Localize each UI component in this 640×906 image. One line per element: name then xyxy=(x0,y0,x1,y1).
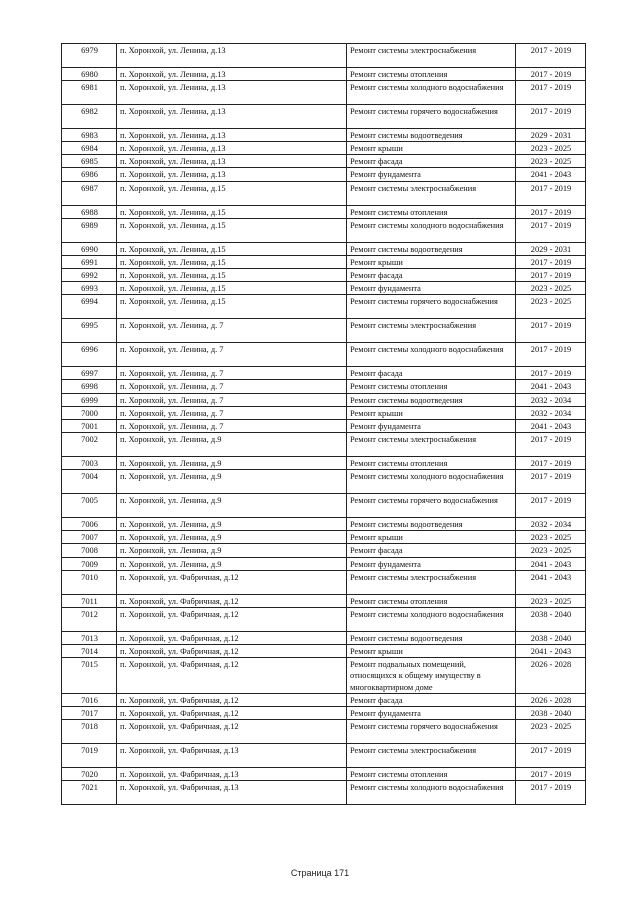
row-number-cell: 6983 xyxy=(62,128,117,141)
address-cell: п. Хоронхой, ул. Ленина, д.9 xyxy=(117,518,347,531)
period-cell: 2041 - 2043 xyxy=(516,419,586,432)
period-cell: 2038 - 2040 xyxy=(516,707,586,720)
work-type-cell: Ремонт системы электроснабжения xyxy=(347,319,516,343)
table-row xyxy=(62,155,586,168)
table-row xyxy=(62,319,586,343)
work-type-cell: Ремонт системы холодного водоснабжения xyxy=(347,470,516,494)
row-number-cell: 7018 xyxy=(62,720,117,744)
address-cell: п. Хоронхой, ул. Ленина, д. 7 xyxy=(117,367,347,380)
table-row xyxy=(62,282,586,295)
page-number: Страница 171 xyxy=(290,868,350,878)
row-number-cell: 7002 xyxy=(62,433,117,457)
work-type-cell: Ремонт фасада xyxy=(347,367,516,380)
work-type-cell: Ремонт системы холодного водоснабжения xyxy=(347,607,516,631)
row-number-cell: 7004 xyxy=(62,470,117,494)
address-cell: п. Хоронхой, ул. Ленина, д.13 xyxy=(117,128,347,141)
period-cell: 2017 - 2019 xyxy=(516,367,586,380)
address-cell: п. Хоронхой, ул. Ленина, д.15 xyxy=(117,242,347,255)
address-cell: п. Хоронхой, ул. Ленина, д.9 xyxy=(117,494,347,518)
row-number-cell: 6994 xyxy=(62,295,117,319)
table-row xyxy=(62,81,586,105)
period-cell: 2023 - 2025 xyxy=(516,142,586,155)
table-row xyxy=(62,181,586,205)
row-number-cell: 6981 xyxy=(62,81,117,105)
row-number-cell: 6990 xyxy=(62,242,117,255)
work-type-cell: Ремонт системы электроснабжения xyxy=(347,433,516,457)
period-cell: 2032 - 2034 xyxy=(516,406,586,419)
period-cell: 2032 - 2034 xyxy=(516,393,586,406)
table-row xyxy=(62,518,586,531)
table-row xyxy=(62,406,586,419)
address-cell: п. Хоронхой, ул. Ленина, д.9 xyxy=(117,531,347,544)
period-cell: 2041 - 2043 xyxy=(516,168,586,181)
table-row xyxy=(62,433,586,457)
work-type-cell: Ремонт системы холодного водоснабжения xyxy=(347,343,516,367)
address-cell: п. Хоронхой, ул. Ленина, д.13 xyxy=(117,67,347,80)
period-cell: 2041 - 2043 xyxy=(516,557,586,570)
address-cell: п. Хоронхой, ул. Ленина, д.13 xyxy=(117,155,347,168)
row-number-cell: 7003 xyxy=(62,457,117,470)
work-type-cell: Ремонт фасада xyxy=(347,544,516,557)
work-type-cell: Ремонт системы горячего водоснабжения xyxy=(347,104,516,128)
table-row xyxy=(62,205,586,218)
row-number-cell: 7007 xyxy=(62,531,117,544)
table-row xyxy=(62,393,586,406)
work-type-cell: Ремонт системы электроснабжения xyxy=(347,744,516,768)
row-number-cell: 6993 xyxy=(62,282,117,295)
table-row xyxy=(62,142,586,155)
table-row xyxy=(62,218,586,242)
table-row xyxy=(62,744,586,768)
table-row xyxy=(62,768,586,781)
row-number-cell: 7012 xyxy=(62,607,117,631)
work-type-cell: Ремонт крыши xyxy=(347,142,516,155)
work-type-cell: Ремонт системы отопления xyxy=(347,67,516,80)
work-type-cell: Ремонт системы отопления xyxy=(347,380,516,393)
period-cell: 2017 - 2019 xyxy=(516,768,586,781)
work-type-cell: Ремонт крыши xyxy=(347,645,516,658)
table-row xyxy=(62,367,586,380)
work-type-cell: Ремонт фундамента xyxy=(347,707,516,720)
row-number-cell: 6982 xyxy=(62,104,117,128)
address-cell: п. Хоронхой, ул. Ленина, д.9 xyxy=(117,457,347,470)
row-number-cell: 6989 xyxy=(62,218,117,242)
table-row xyxy=(62,269,586,282)
work-type-cell: Ремонт системы горячего водоснабжения xyxy=(347,494,516,518)
table-row xyxy=(62,470,586,494)
work-type-cell: Ремонт фасада xyxy=(347,693,516,706)
row-number-cell: 6999 xyxy=(62,393,117,406)
table-row xyxy=(62,242,586,255)
address-cell: п. Хоронхой, ул. Ленина, д.13 xyxy=(117,81,347,105)
period-cell: 2026 - 2028 xyxy=(516,658,586,694)
address-cell: п. Хоронхой, ул. Фабричная, д.12 xyxy=(117,693,347,706)
address-cell: п. Хоронхой, ул. Ленина, д. 7 xyxy=(117,393,347,406)
table-row xyxy=(62,658,586,694)
work-type-cell: Ремонт фундамента xyxy=(347,282,516,295)
work-type-cell: Ремонт системы электроснабжения xyxy=(347,181,516,205)
work-type-cell: Ремонт системы электроснабжения xyxy=(347,44,516,68)
period-cell: 2023 - 2025 xyxy=(516,282,586,295)
work-type-cell: Ремонт крыши xyxy=(347,531,516,544)
address-cell: п. Хоронхой, ул. Ленина, д.15 xyxy=(117,181,347,205)
address-cell: п. Хоронхой, ул. Фабричная, д.12 xyxy=(117,658,347,694)
address-cell: п. Хоронхой, ул. Ленина, д.9 xyxy=(117,470,347,494)
address-cell: п. Хоронхой, ул. Ленина, д. 7 xyxy=(117,319,347,343)
address-cell: п. Хоронхой, ул. Фабричная, д.12 xyxy=(117,631,347,644)
table-row xyxy=(62,343,586,367)
work-type-cell: Ремонт фундамента xyxy=(347,419,516,432)
period-cell: 2017 - 2019 xyxy=(516,744,586,768)
row-number-cell: 6997 xyxy=(62,367,117,380)
row-number-cell: 7010 xyxy=(62,570,117,594)
work-type-cell: Ремонт крыши xyxy=(347,406,516,419)
period-cell: 2017 - 2019 xyxy=(516,181,586,205)
period-cell: 2017 - 2019 xyxy=(516,470,586,494)
period-cell: 2023 - 2025 xyxy=(516,720,586,744)
row-number-cell: 6988 xyxy=(62,205,117,218)
table-row xyxy=(62,295,586,319)
address-cell: п. Хоронхой, ул. Фабричная, д.12 xyxy=(117,707,347,720)
work-type-cell: Ремонт подвальных помещений, относящихся к общему имуществу в многоквартирном доме xyxy=(347,658,516,694)
work-type-cell: Ремонт системы отопления xyxy=(347,594,516,607)
row-number-cell: 7016 xyxy=(62,693,117,706)
address-cell: п. Хоронхой, ул. Ленина, д.9 xyxy=(117,544,347,557)
address-cell: п. Хоронхой, ул. Ленина, д. 7 xyxy=(117,380,347,393)
address-cell: п. Хоронхой, ул. Ленина, д.15 xyxy=(117,295,347,319)
period-cell: 2023 - 2025 xyxy=(516,295,586,319)
period-cell: 2017 - 2019 xyxy=(516,457,586,470)
table-row xyxy=(62,255,586,268)
period-cell: 2017 - 2019 xyxy=(516,255,586,268)
work-type-cell: Ремонт фундамента xyxy=(347,168,516,181)
row-number-cell: 6995 xyxy=(62,319,117,343)
row-number-cell: 7017 xyxy=(62,707,117,720)
row-number-cell: 7008 xyxy=(62,544,117,557)
period-cell: 2017 - 2019 xyxy=(516,319,586,343)
row-number-cell: 6980 xyxy=(62,67,117,80)
work-type-cell: Ремонт системы водоотведения xyxy=(347,518,516,531)
address-cell: п. Хоронхой, ул. Фабричная, д.13 xyxy=(117,744,347,768)
period-cell: 2023 - 2025 xyxy=(516,594,586,607)
row-number-cell: 7011 xyxy=(62,594,117,607)
row-number-cell: 6986 xyxy=(62,168,117,181)
period-cell: 2023 - 2025 xyxy=(516,531,586,544)
table-row xyxy=(62,168,586,181)
work-type-cell: Ремонт системы горячего водоснабжения xyxy=(347,720,516,744)
table-row xyxy=(62,720,586,744)
row-number-cell: 7014 xyxy=(62,645,117,658)
period-cell: 2029 - 2031 xyxy=(516,242,586,255)
table-body xyxy=(62,44,586,805)
row-number-cell: 6985 xyxy=(62,155,117,168)
address-cell: п. Хоронхой, ул. Ленина, д.13 xyxy=(117,104,347,128)
work-type-cell: Ремонт системы холодного водоснабжения xyxy=(347,218,516,242)
work-type-cell: Ремонт крыши xyxy=(347,255,516,268)
address-cell: п. Хоронхой, ул. Ленина, д. 7 xyxy=(117,419,347,432)
period-cell: 2017 - 2019 xyxy=(516,104,586,128)
address-cell: п. Хоронхой, ул. Ленина, д.9 xyxy=(117,557,347,570)
period-cell: 2017 - 2019 xyxy=(516,205,586,218)
period-cell: 2032 - 2034 xyxy=(516,518,586,531)
address-cell: п. Хоронхой, ул. Ленина, д. 7 xyxy=(117,343,347,367)
address-cell: п. Хоронхой, ул. Ленина, д.15 xyxy=(117,218,347,242)
table-row xyxy=(62,557,586,570)
address-cell: п. Хоронхой, ул. Ленина, д.13 xyxy=(117,142,347,155)
table-row xyxy=(62,781,586,805)
row-number-cell: 7009 xyxy=(62,557,117,570)
period-cell: 2041 - 2043 xyxy=(516,380,586,393)
row-number-cell: 6996 xyxy=(62,343,117,367)
table-row xyxy=(62,531,586,544)
period-cell: 2017 - 2019 xyxy=(516,343,586,367)
period-cell: 2017 - 2019 xyxy=(516,433,586,457)
period-cell: 2023 - 2025 xyxy=(516,155,586,168)
table-row xyxy=(62,104,586,128)
work-type-cell: Ремонт фасада xyxy=(347,269,516,282)
work-type-cell: Ремонт системы отопления xyxy=(347,205,516,218)
period-cell: 2038 - 2040 xyxy=(516,607,586,631)
period-cell: 2029 - 2031 xyxy=(516,128,586,141)
address-cell: п. Хоронхой, ул. Ленина, д. 7 xyxy=(117,406,347,419)
period-cell: 2017 - 2019 xyxy=(516,218,586,242)
table-row xyxy=(62,44,586,68)
address-cell: п. Хоронхой, ул. Ленина, д.15 xyxy=(117,269,347,282)
row-number-cell: 7000 xyxy=(62,406,117,419)
table-row xyxy=(62,494,586,518)
period-cell: 2038 - 2040 xyxy=(516,631,586,644)
work-type-cell: Ремонт системы холодного водоснабжения xyxy=(347,81,516,105)
row-number-cell: 7021 xyxy=(62,781,117,805)
table-row xyxy=(62,570,586,594)
row-number-cell: 7001 xyxy=(62,419,117,432)
address-cell: п. Хоронхой, ул. Фабричная, д.12 xyxy=(117,570,347,594)
address-cell: п. Хоронхой, ул. Фабричная, д.12 xyxy=(117,594,347,607)
table-row xyxy=(62,707,586,720)
table-row xyxy=(62,457,586,470)
period-cell: 2041 - 2043 xyxy=(516,645,586,658)
work-type-cell: Ремонт фундамента xyxy=(347,557,516,570)
period-cell: 2041 - 2043 xyxy=(516,570,586,594)
period-cell: 2017 - 2019 xyxy=(516,67,586,80)
row-number-cell: 7005 xyxy=(62,494,117,518)
table-row xyxy=(62,544,586,557)
table-row xyxy=(62,380,586,393)
repair-schedule-table xyxy=(61,43,586,805)
work-type-cell: Ремонт системы отопления xyxy=(347,457,516,470)
work-type-cell: Ремонт системы водоотведения xyxy=(347,128,516,141)
work-type-cell: Ремонт системы холодного водоснабжения xyxy=(347,781,516,805)
address-cell: п. Хоронхой, ул. Ленина, д.15 xyxy=(117,282,347,295)
row-number-cell: 7019 xyxy=(62,744,117,768)
address-cell: п. Хоронхой, ул. Ленина, д.13 xyxy=(117,44,347,68)
address-cell: п. Хоронхой, ул. Ленина, д.13 xyxy=(117,168,347,181)
work-type-cell: Ремонт системы водоотведения xyxy=(347,631,516,644)
period-cell: 2017 - 2019 xyxy=(516,269,586,282)
period-cell: 2017 - 2019 xyxy=(516,44,586,68)
address-cell: п. Хоронхой, ул. Фабричная, д.12 xyxy=(117,607,347,631)
table-row xyxy=(62,607,586,631)
period-cell: 2017 - 2019 xyxy=(516,781,586,805)
address-cell: п. Хоронхой, ул. Фабричная, д.13 xyxy=(117,768,347,781)
address-cell: п. Хоронхой, ул. Фабричная, д.12 xyxy=(117,645,347,658)
period-cell: 2017 - 2019 xyxy=(516,494,586,518)
table-row xyxy=(62,693,586,706)
row-number-cell: 7020 xyxy=(62,768,117,781)
work-type-cell: Ремонт системы отопления xyxy=(347,768,516,781)
work-type-cell: Ремонт системы электроснабжения xyxy=(347,570,516,594)
period-cell: 2017 - 2019 xyxy=(516,81,586,105)
row-number-cell: 6991 xyxy=(62,255,117,268)
table-row xyxy=(62,128,586,141)
row-number-cell: 7013 xyxy=(62,631,117,644)
table-row xyxy=(62,645,586,658)
address-cell: п. Хоронхой, ул. Ленина, д.15 xyxy=(117,255,347,268)
row-number-cell: 6992 xyxy=(62,269,117,282)
row-number-cell: 6998 xyxy=(62,380,117,393)
period-cell: 2026 - 2028 xyxy=(516,693,586,706)
row-number-cell: 6987 xyxy=(62,181,117,205)
table-row xyxy=(62,631,586,644)
work-type-cell: Ремонт системы горячего водоснабжения xyxy=(347,295,516,319)
address-cell: п. Хоронхой, ул. Ленина, д.9 xyxy=(117,433,347,457)
table-row xyxy=(62,419,586,432)
table-row xyxy=(62,67,586,80)
row-number-cell: 6984 xyxy=(62,142,117,155)
address-cell: п. Хоронхой, ул. Ленина, д.15 xyxy=(117,205,347,218)
row-number-cell: 7015 xyxy=(62,658,117,694)
address-cell: п. Хоронхой, ул. Фабричная, д.12 xyxy=(117,720,347,744)
work-type-cell: Ремонт системы водоотведения xyxy=(347,242,516,255)
address-cell: п. Хоронхой, ул. Фабричная, д.13 xyxy=(117,781,347,805)
row-number-cell: 7006 xyxy=(62,518,117,531)
period-cell: 2023 - 2025 xyxy=(516,544,586,557)
work-type-cell: Ремонт фасада xyxy=(347,155,516,168)
row-number-cell: 6979 xyxy=(62,44,117,68)
table-row xyxy=(62,594,586,607)
work-type-cell: Ремонт системы водоотведения xyxy=(347,393,516,406)
